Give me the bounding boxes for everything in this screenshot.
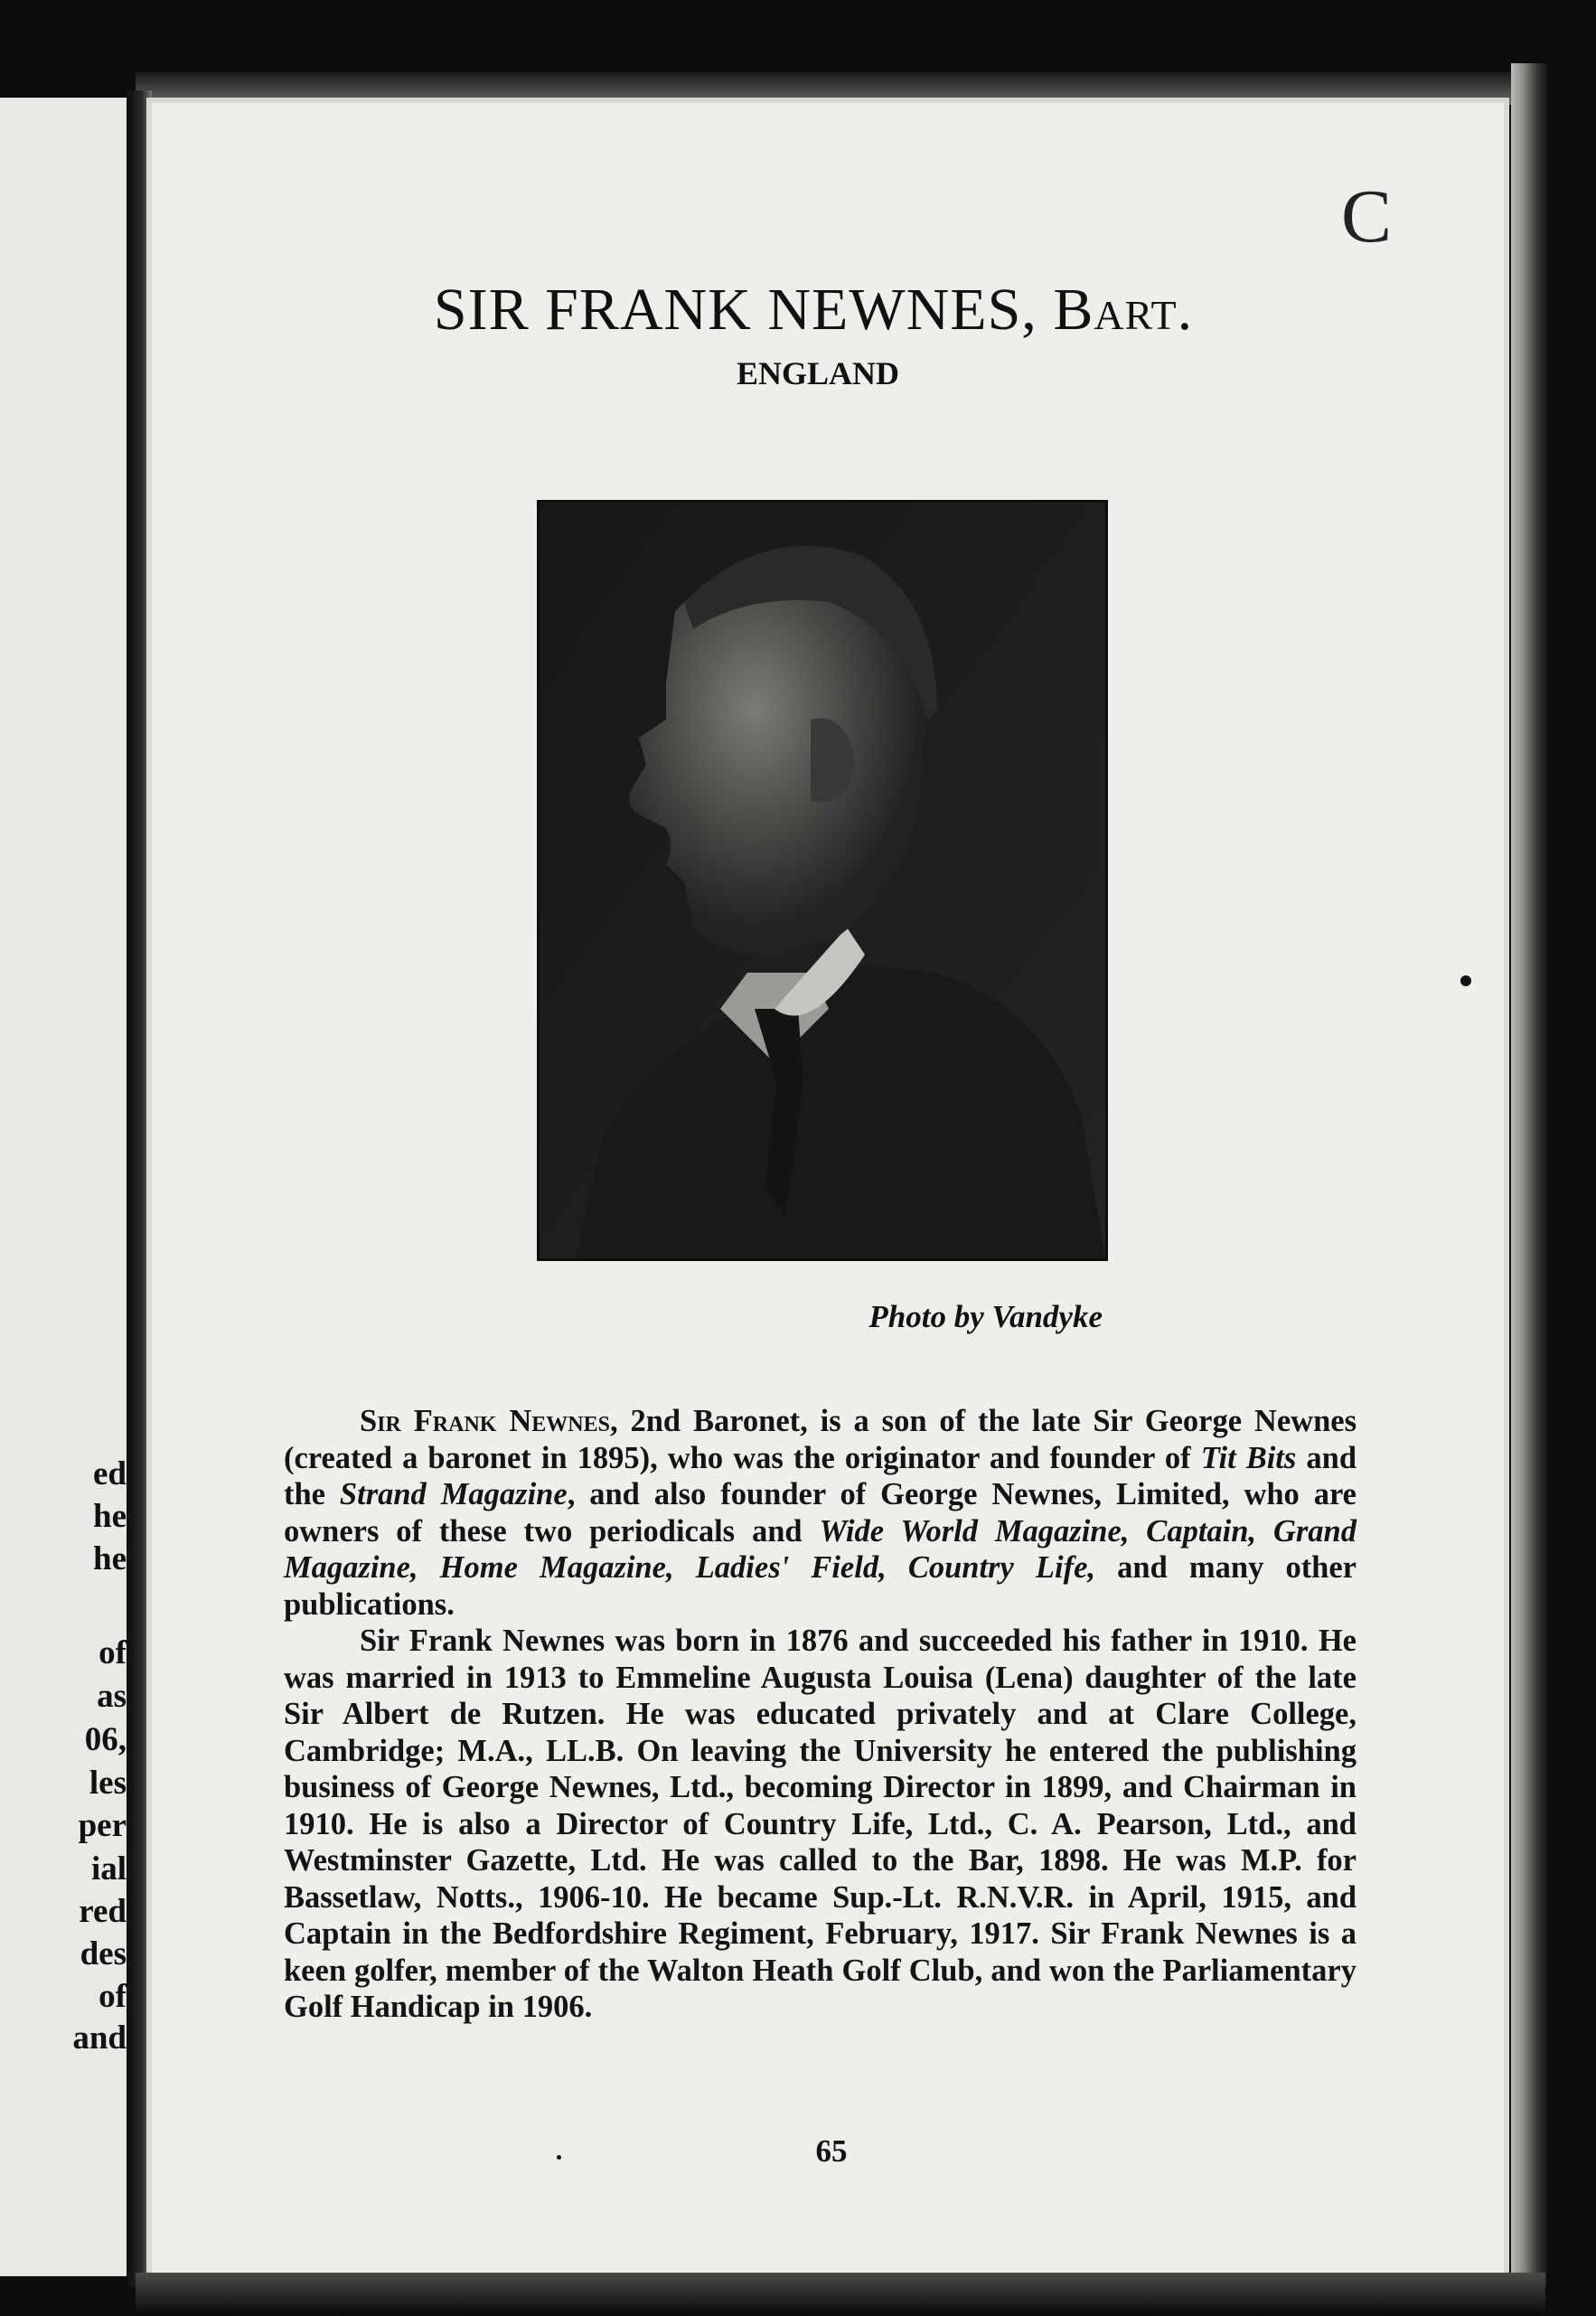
page-edge [1511,63,1547,2287]
bio-run: and the [284,1440,1357,1511]
previous-page-line: he [93,1498,127,1535]
bio-run: Tit Bits [1200,1440,1297,1475]
bio-run: Strand Magazine [339,1477,568,1511]
page-title [361,276,1265,344]
previous-page-line: les [89,1765,127,1802]
previous-page-fragment [0,98,143,2276]
previous-page-line: 06, [84,1721,127,1758]
bio-paragraph-1 [284,1403,1357,1623]
title-suffix: Bart. [1053,277,1194,343]
bio-run: and many other publications. [284,1550,1357,1622]
previous-page-line: of [99,1634,127,1671]
previous-page-line: as [97,1678,127,1715]
previous-page-line: he [93,1540,127,1577]
bio-run: Sir Frank Newnes [360,1404,610,1438]
bio-run: , and also founder of George Newnes, Limited, who are owners of these two periodicals and [284,1477,1357,1549]
photo-credit: Photo by Vandyke [868,1299,1103,1334]
portrait-photo [537,500,1108,1261]
previous-page-line: and [72,2019,127,2057]
bio-run: Wide World Magazine, Captain, Grand Magazine, Home Magazine, Ladies' Field, Country Life, [284,1513,1357,1585]
previous-page-line: ial [90,1850,127,1888]
bottom-shadow [136,2273,1545,2316]
previous-page-line: per [78,1807,127,1844]
portrait-image [540,503,1105,1258]
biography [284,1403,1357,2026]
previous-page-line: red [79,1893,127,1930]
bio-paragraph-2: Sir Frank Newnes was born in 1876 and succeeded his father in 1910. He was married in 1913 to Emmeline Augusta Louisa (Lena) daughter of the late Sir Albert de Rutzen. He was educated privately and at Clare College, Cambridge; M.A., LL.B. On leaving the University he entered the publishing business of George Newnes, Ltd., becoming Director in 1899, and Chairman in 1910. He is also a Director of Country Life, Ltd., C. A. Pearson, Ltd., and Westminster Gazette, Ltd. He was called to the Bar, 1898. He was M.P. for Bassetlaw, Notts., 1906-10. He became Sup.-Lt. R.N.V.R. in April, 1915, and Captain in the Bedfordshire Regiment, February, 1917. Sir Frank Newnes is a keen golfer, member of the Walton Heath Golf Club, and won the Parliamentary Golf Handicap in 1906. [284,1624,1357,2024]
previous-page-line: ed [93,1455,127,1492]
scan-speck [1460,975,1471,986]
country-subtitle: ENGLAND [736,355,900,391]
previous-page-line: of [99,1978,127,2015]
title-name: SIR FRANK NEWNES, [433,277,1037,343]
previous-page-line: des [80,1935,127,1972]
corner-mark: C [1341,174,1393,259]
page-number: 65 [815,2133,848,2169]
bio-run: , 2nd Baronet, is a son of the late Sir George Newnes (created a baronet in 1895), who was the originator and founder of [284,1404,1357,1475]
scan-speck [557,2155,561,2160]
